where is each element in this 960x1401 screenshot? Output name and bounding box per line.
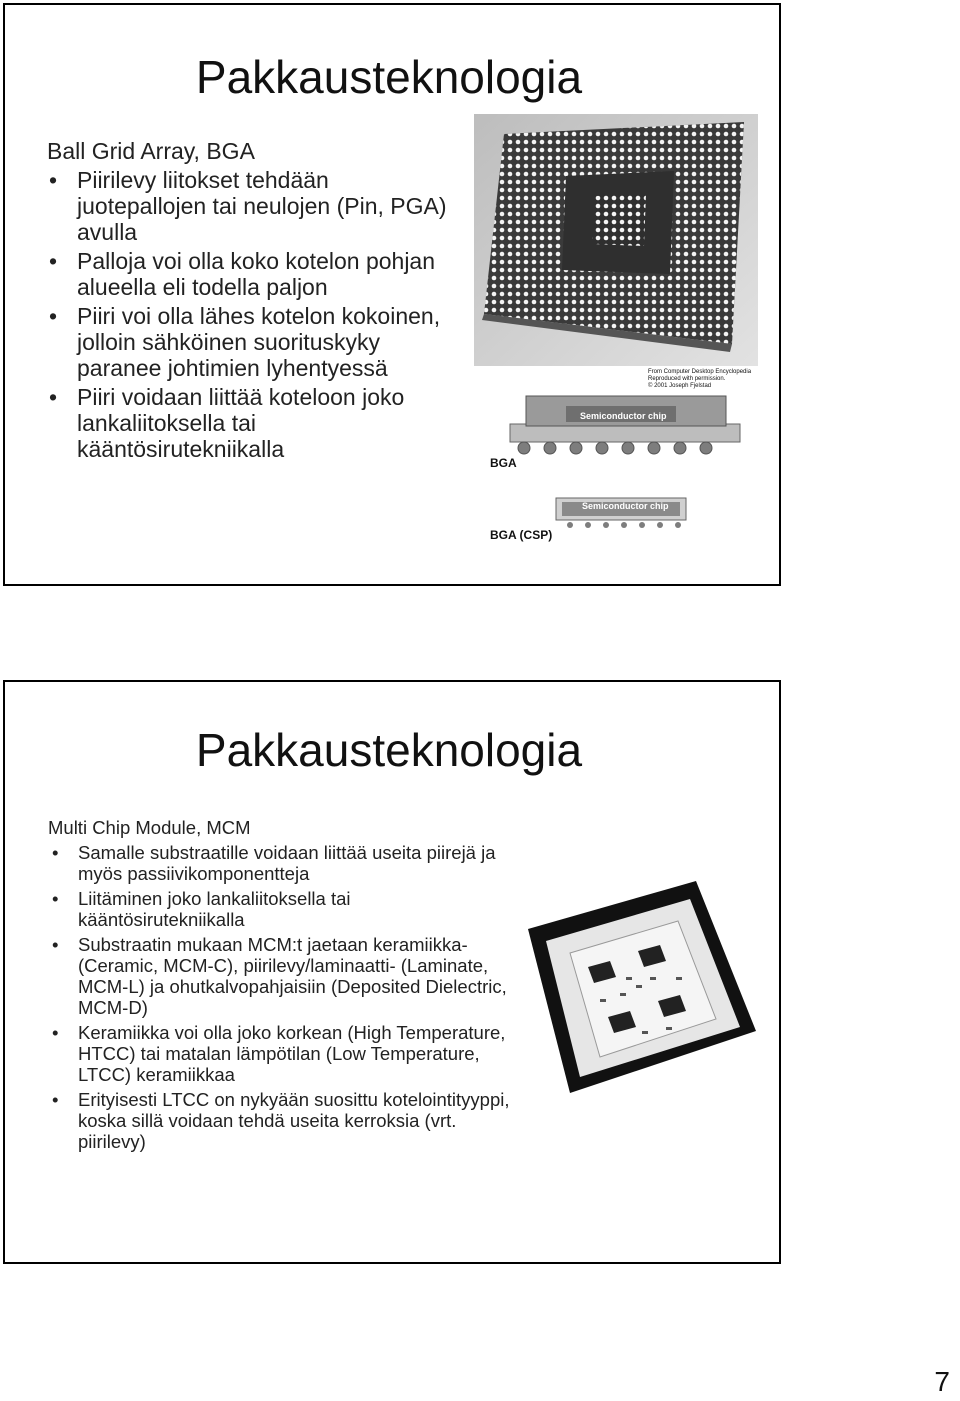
bullet-text: Piirilevy liitokset tehdään juotepallojen tai neulojen (Pin, PGA) avulla (77, 167, 447, 245)
list-item (49, 384, 457, 462)
bullet-text: Piiri voi olla lähes kotelon kokoinen, jolloin sähköinen suorituskyky paranee johtimien lyhentyessä (77, 303, 441, 381)
list-item (52, 842, 518, 884)
slide-1-title: Pakkausteknologia (195, 51, 583, 103)
image-credit (648, 369, 751, 390)
bullet-text: Erityisesti LTCC on nykyään suosittu kotelointityyppi, koska sillä voidaan tehdä useita kerroksia (vrt. piirilevy) (78, 1089, 510, 1152)
slide-1-heading: Ball Grid Array, BGA (47, 138, 255, 164)
slide-2-heading: Multi Chip Module, MCM (48, 817, 251, 838)
slide-2-body (48, 817, 518, 1152)
list-item (52, 1022, 518, 1085)
bullet-icon: • (52, 1022, 59, 1043)
list-item (49, 303, 457, 381)
bullet-text: Keramiikka voi olla joko korkean (High Temperature, HTCC) tai matalan lämpötilan (Low Temperature, LTCC) keramiikkaa (78, 1022, 506, 1085)
bga-label: BGA (490, 456, 517, 470)
bullet-icon: • (49, 248, 58, 274)
slide-1-bullet-list (49, 167, 457, 462)
bullet-icon: • (52, 1089, 59, 1110)
bullet-text: Substraatin mukaan MCM:t jaetaan keramiikka- (Ceramic, MCM-C), piirilevy/laminaatti- (Laminate, MCM-L) ja ohutkalvopahjaisiin (Deposited Dielectric, MCM-D) (78, 934, 507, 1018)
slide-2-title: Pakkausteknologia (195, 724, 583, 776)
bullet-icon: • (49, 167, 58, 193)
list-item (52, 888, 518, 930)
slide-1-body (47, 138, 457, 462)
slide-2-bullet-list (52, 842, 518, 1152)
list-item (49, 248, 457, 300)
bullet-text: Samalle substraatille voidaan liittää useita piirejä ja myös passiivikomponentteja (78, 842, 496, 884)
bga-cross-section-diagram (484, 368, 762, 544)
bga-csp-label: BGA (CSP) (490, 528, 553, 542)
bullet-icon: • (52, 934, 59, 955)
bullet-text: Palloja voi olla koko kotelon pohjan alueella eli todella paljon (77, 248, 436, 300)
list-item (52, 934, 518, 1018)
credit-line: Reproduced with permission. (648, 376, 726, 382)
list-item (49, 167, 457, 245)
list-item (52, 1089, 518, 1152)
chip-label: Semiconductor chip (582, 501, 669, 511)
credit-line: From Computer Desktop Encyclopedia (648, 369, 752, 375)
page-number: 7 (934, 1366, 950, 1397)
bullet-text: Liitäminen joko lankaliitoksella tai kääntösirutekniikalla (78, 888, 351, 930)
bullet-icon: • (49, 384, 58, 410)
bullet-icon: • (49, 303, 58, 329)
bullet-text: Piiri voidaan liittää koteloon joko lankaliitoksella tai kääntösirutekniikalla (77, 384, 405, 462)
bga-package-photo (474, 114, 758, 366)
chip-label: Semiconductor chip (580, 411, 667, 421)
bullet-icon: • (52, 842, 59, 863)
mcm-module-photo (510, 881, 756, 1093)
bullet-icon: • (52, 888, 59, 909)
credit-line: © 2001 Joseph Fjelstad (648, 383, 712, 389)
